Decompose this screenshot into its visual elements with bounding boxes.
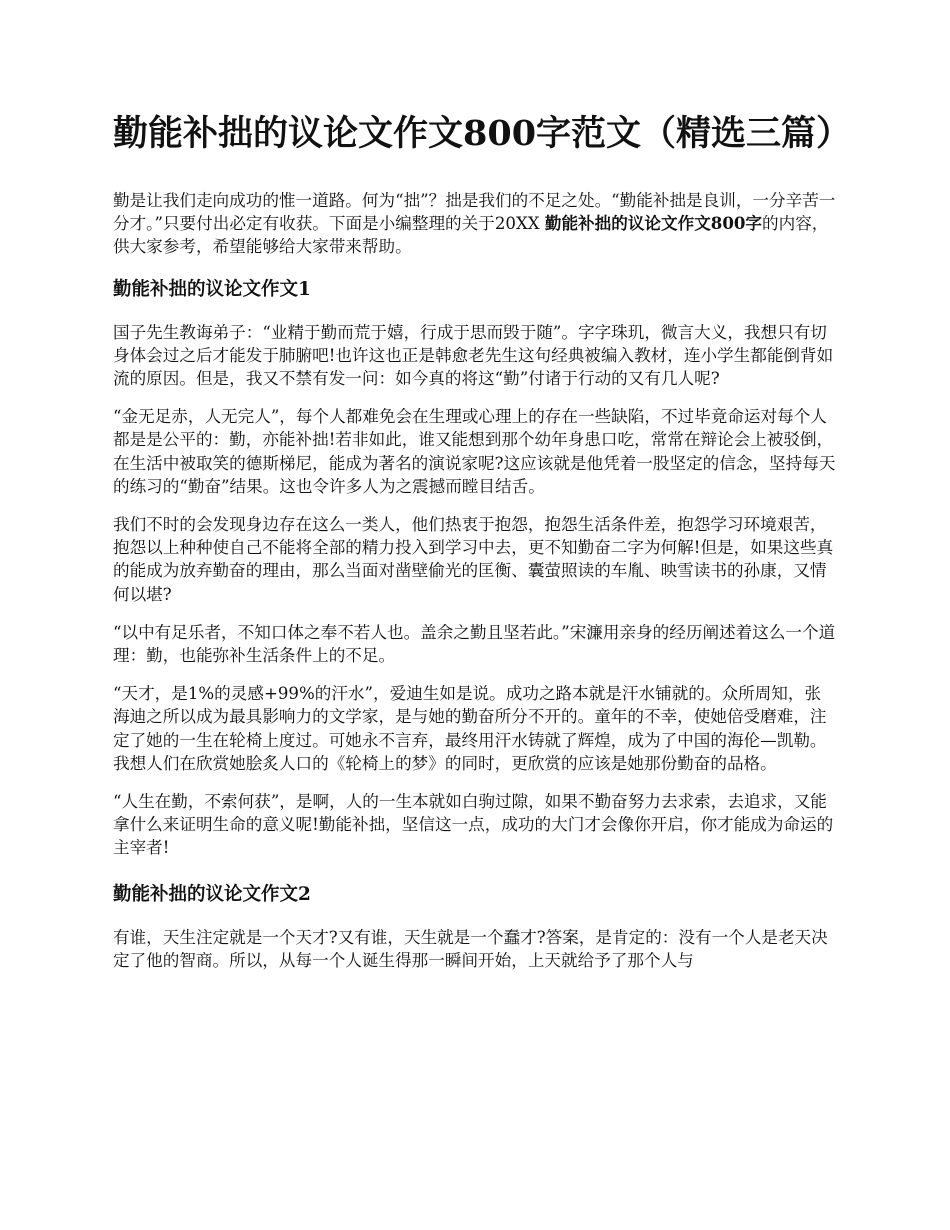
section1-paragraph-3: 我们不时的会发现身边存在这么一类人，他们热衷于抱怨，抱怨生活条件差，抱怨学习环境艰苦，抱怨以上种种使自己不能将全部的精力投入到学习中去，更不知勤奋二字为何解!但是，如果这些真的能成为放弃勤奋的理由，那么当面对凿壁偷光的匡衡、囊萤照读的车胤、映雪读书的孙康，又情何以堪? <box>113 515 834 604</box>
intro-bold-text: 勤能补拙的议论文作文800字 <box>544 213 763 234</box>
section1-paragraph-6: “人生在勤，不索何获”，是啊，人的一生本就如白驹过隙，如果不勤奋努力去求索，去追求，又能拿什么来证明生命的意义呢!勤能补拙，坚信这一点，成功的大门才会像你开启，你才能成为命运的主宰者! <box>113 792 834 858</box>
document-page <box>113 110 852 987</box>
intro-paragraph <box>113 189 837 259</box>
section1-paragraph-5: “天才，是1%的灵感+99%的汗水”，爱迪生如是说。成功之路本就是汗水铺就的。众所周知，张海迪之所以成为最具影响力的文学家，是与她的勤奋所分不开的。童年的不幸，使她倍受磨难，注定了她的一生在轮椅上度过。可她永不言弃，最终用汗水铸就了辉煌，成为了中国的海伦—凯勒。我想人们在欣赏她脍炙人口的《轮椅上的梦》的同时，更欣赏的应该是她那份勤奋的品格。 <box>113 684 827 773</box>
intro-text-part1: 勤是让我们走向成功的惟一道路。何为“拙”？拙是我们的不足之处。“勤能补拙是良训，一分辛苦一分才。”只要付出必定有收获。下面是小编整理的关于20XX <box>113 191 836 234</box>
section1-paragraph-2: “金无足赤，人无完人”，每个人都难免会在生理或心理上的存在一些缺陷，不过毕竟命运对每个人都是是公平的：勤，亦能补拙!若非如此，谁又能想到那个幼年身患口吃，常常在辩论会上被驳倒，在生活中被取笑的德斯梯尼，能成为著名的演说家呢?这应该就是他凭着一股坚定的信念，坚持每天的练习的“勤奋”结果。这也令许多人为之震撼而瞠目结舌。 <box>113 407 836 496</box>
intro-text-part2: 的内容，供大家参考，希望能够给大家带来帮助。 <box>113 214 829 257</box>
section1-paragraph-4: “以中有足乐者，不知口体之奉不若人也。盖余之勤且坚若此。”宋濂用亲身的经历阐述着这么一个道理：勤，也能弥补生活条件上的不足。 <box>113 622 836 666</box>
document-title: 勤能补拙的议论文作文800字范文（精选三篇） <box>113 113 852 154</box>
section-heading-1: 勤能补拙的议论文作文1 <box>113 278 311 300</box>
section-heading-2: 勤能补拙的议论文作文2 <box>113 883 311 905</box>
section2-paragraph-1: 有谁，天生注定就是一个天才?又有谁，天生就是一个蠢才?答案，是肯定的：没有一个人是老天决定了他的智商。所以，从每一个人诞生得那一瞬间开始，上天就给予了那个人与 <box>113 927 828 970</box>
section1-paragraph-1: 国子先生教诲弟子：“业精于勤而荒于嬉，行成于思而毁于随”。字字珠玑，微言大义，我想只有切身体会过之后才能发于肺腑吧!也许这也正是韩愈老先生这句经典被编入教材，连小学生都能倒背如流的原因。但是，我又不禁有发一问：如今真的将这“勤”付诸于行动的又有几人呢? <box>113 322 834 389</box>
